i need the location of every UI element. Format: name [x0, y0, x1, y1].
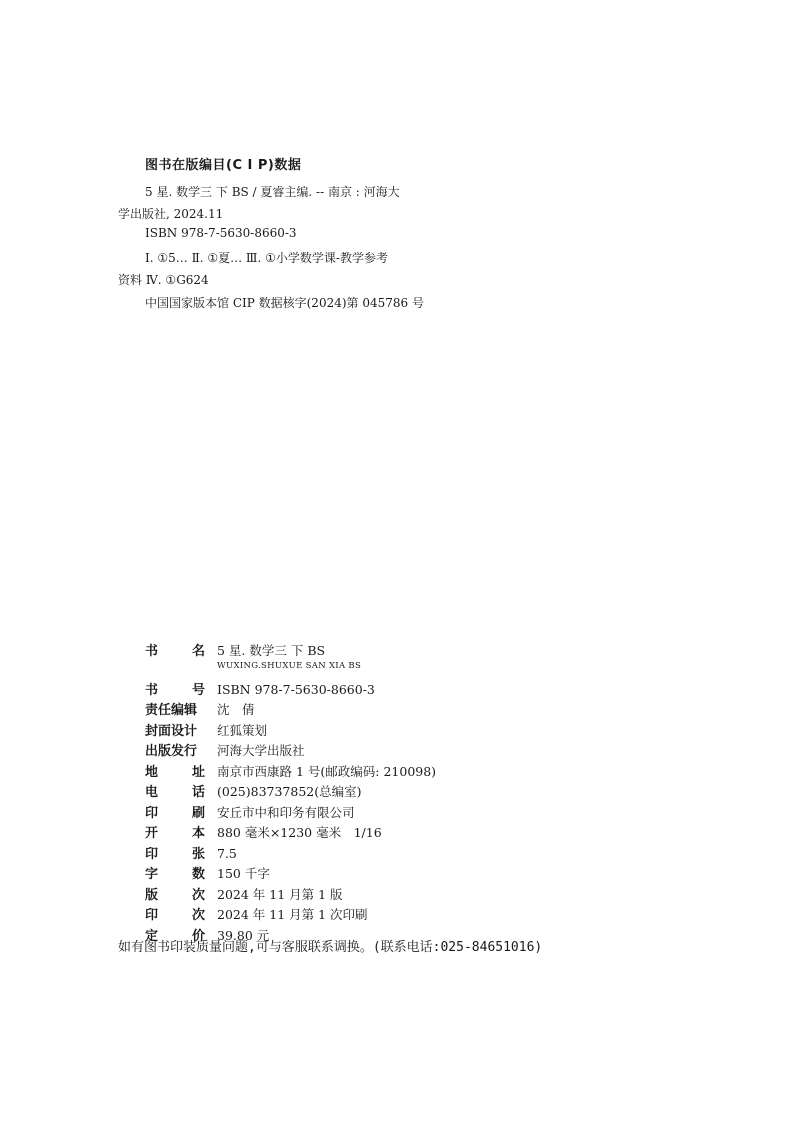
info-value: (025)83737852(总编室) — [217, 784, 362, 799]
info-label: 定 价 — [145, 928, 205, 944]
cip-line-5: 资料 Ⅳ. ①G624 — [118, 273, 209, 287]
info-row-phone — [145, 781, 436, 802]
info-label: 字 数 — [145, 867, 205, 882]
info-value: 39.80 元 — [217, 927, 270, 943]
info-row-words — [145, 863, 436, 884]
info-label: 版 次 — [145, 887, 205, 903]
info-value: 沈 倩 — [217, 702, 255, 717]
info-value: 南京市西康路 1 号(邮政编码: 210098) — [217, 763, 437, 779]
cip-line-6: 中国国家版本馆 CIP 数据核字(2024)第 045786 号 — [145, 296, 424, 310]
info-row-printing — [145, 904, 436, 925]
cip-line-3: ISBN 978-7-5630-8660-3 — [145, 226, 297, 240]
info-row-pinyin — [145, 661, 436, 679]
info-label: 地 址 — [145, 764, 205, 780]
info-value: 2024 年 11 月第 1 次印刷 — [217, 907, 368, 922]
cip-line-4: Ⅰ. ①5… Ⅱ. ①夏… Ⅲ. ①小学数学课-教学参考 — [145, 251, 388, 265]
info-row-printer — [145, 802, 436, 823]
info-label: 封面设计 — [145, 723, 198, 739]
info-row-cover-design — [145, 720, 436, 741]
info-row-format — [145, 822, 436, 843]
info-row-sheets — [145, 843, 436, 864]
cip-line-2: 学出版社, 2024.11 — [118, 207, 224, 221]
cip-title: 图书在版编目(C I P)数据 — [145, 158, 302, 173]
info-label: 印 刷 — [145, 805, 205, 821]
info-value: ISBN 978-7-5630-8660-3 — [217, 681, 375, 697]
publication-info — [145, 640, 436, 945]
info-label: 印 张 — [145, 846, 205, 862]
info-label: 出版发行 — [145, 744, 198, 759]
info-value: 2024 年 11 月第 1 版 — [217, 886, 343, 902]
info-label: 书 名 — [145, 644, 205, 659]
info-value: 150 千字 — [217, 866, 270, 881]
quality-notice: 如有图书印装质量问题,可与客服联系调换。(联系电话:025-84651016) — [118, 940, 543, 955]
info-label: 电 话 — [145, 785, 205, 800]
info-value: 河海大学出版社 — [217, 743, 305, 758]
info-row-book-name — [145, 640, 436, 661]
info-value: 5 星. 数学三 下 BS — [217, 643, 326, 658]
info-label: 责任编辑 — [145, 703, 198, 718]
info-row-address — [145, 761, 436, 782]
info-value: 7.5 — [217, 845, 237, 861]
info-label: 印 次 — [145, 908, 205, 923]
info-row-editor — [145, 699, 436, 720]
info-value: 880 毫米×1230 毫米 1/16 — [217, 825, 382, 840]
info-value: 红狐策划 — [217, 722, 268, 738]
info-row-edition — [145, 884, 436, 905]
info-row-publisher — [145, 740, 436, 761]
info-value: 安丘市中和印务有限公司 — [217, 804, 355, 820]
cip-line-1: 5 星. 数学三 下 BS / 夏睿主编. -- 南京 : 河海大 — [145, 185, 400, 199]
info-row-book-number — [145, 679, 436, 700]
info-label: 开 本 — [145, 826, 205, 841]
info-label: 书 号 — [145, 682, 205, 698]
info-pinyin: WUXING.SHUXUE SAN XIA BS — [217, 660, 362, 671]
